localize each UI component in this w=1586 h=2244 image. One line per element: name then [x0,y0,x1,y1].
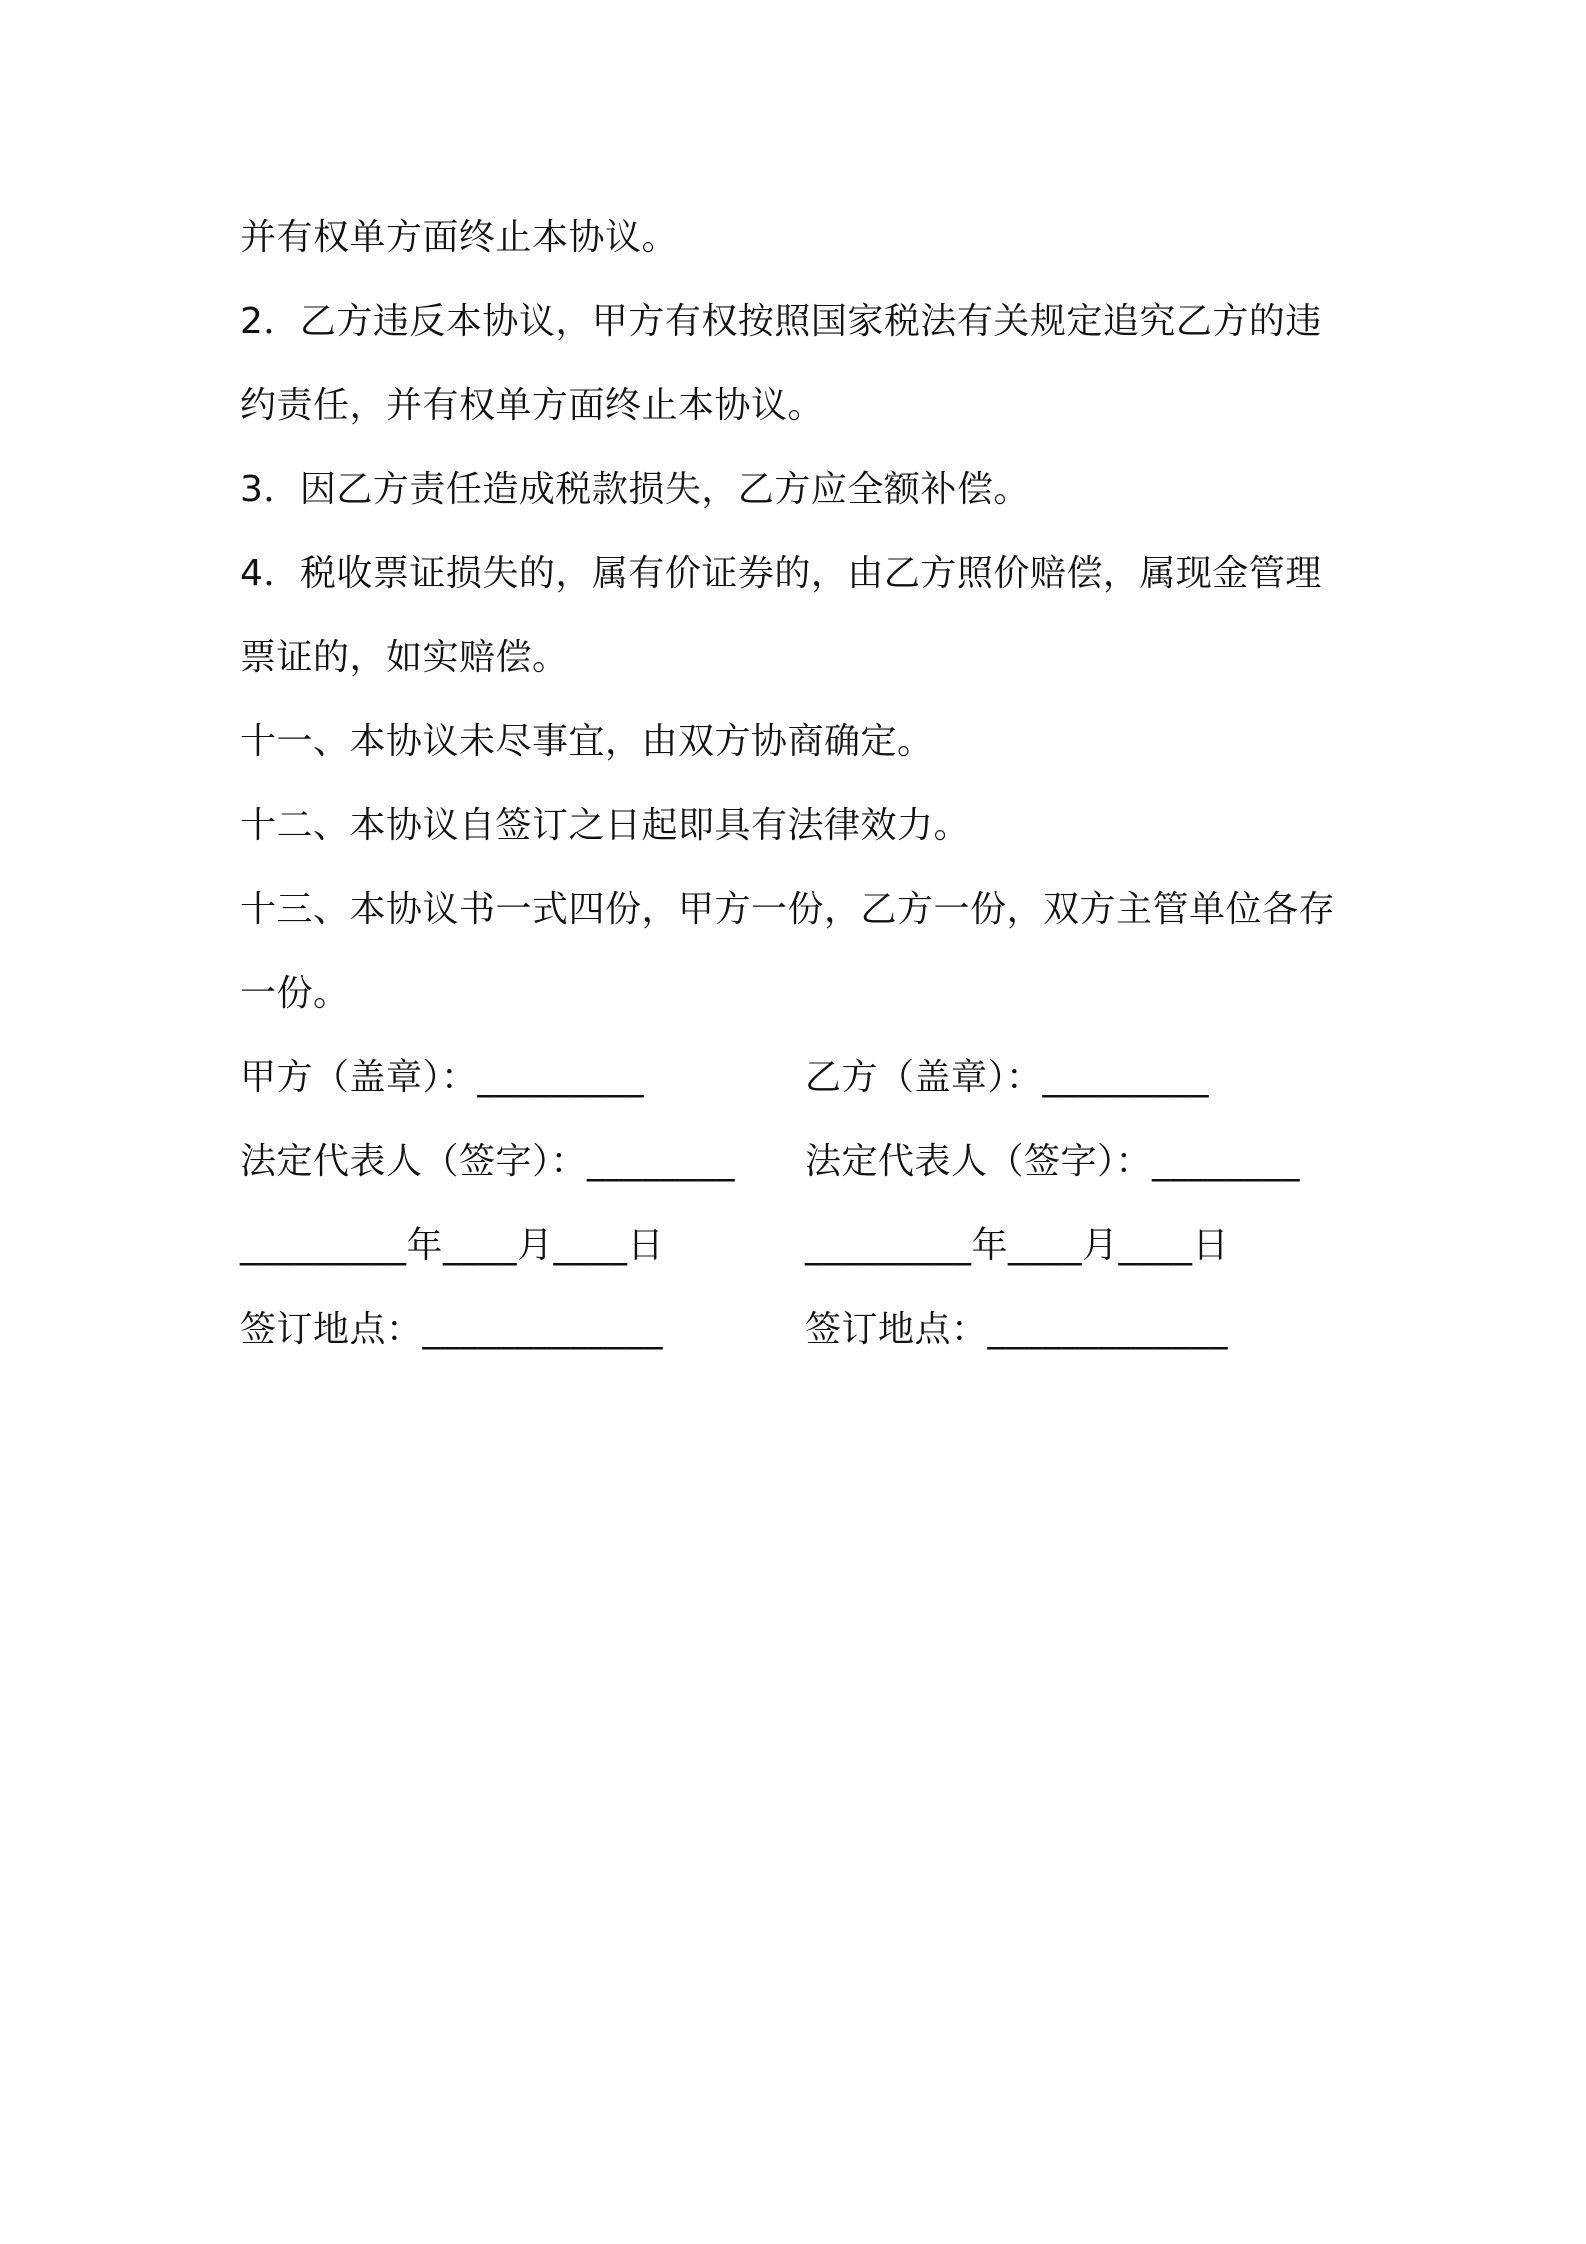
place-row [240,1284,1360,1368]
party-b-seal-field: 乙方（盖章）：_________ [805,1056,1210,1098]
party-a-seal-field: 甲方（盖章）：_________ [240,1056,645,1098]
article-13-line-2: 一份。 [240,973,350,1014]
representative-row [240,1116,1360,1200]
clause-2-line-1: 2．乙方违反本协议，甲方有权按照国家税法有关规定追究乙方的违 [240,301,1322,342]
paragraph-continuation: 并有权单方面终止本协议。 [240,217,679,258]
party-a-representative-field: 法定代表人（签字）：________ [240,1140,736,1182]
signature-block [240,1032,1360,1368]
article-12: 十二、本协议自签订之日起即具有法律效力。 [240,805,971,846]
party-a-place-field: 签订地点：_____________ [240,1308,664,1350]
clause-4-line-2: 票证的，如实赔偿。 [240,637,569,678]
clause-4-line-1: 4．税收票证损失的，属有价证券的，由乙方照价赔偿，属现金管理 [240,553,1322,594]
clause-3: 3．因乙方责任造成税款损失，乙方应全额补偿。 [240,469,1030,510]
party-b-representative-field: 法定代表人（签字）：________ [805,1140,1301,1182]
agreement-body [240,196,1360,1036]
date-row [240,1200,1360,1284]
party-b-place-field: 签订地点：_____________ [805,1308,1229,1350]
party-a-date-field: _________年____月____日 [240,1224,664,1266]
clause-2-line-2: 约责任，并有权单方面终止本协议。 [240,385,825,426]
party-b-date-field: _________年____月____日 [805,1224,1229,1266]
article-11: 十一、本协议未尽事宜，由双方协商确定。 [240,721,934,762]
article-13-line-1: 十三、本协议书一式四份，甲方一份，乙方一份，双方主管单位各存 [240,889,1336,930]
seal-row [240,1032,1360,1116]
